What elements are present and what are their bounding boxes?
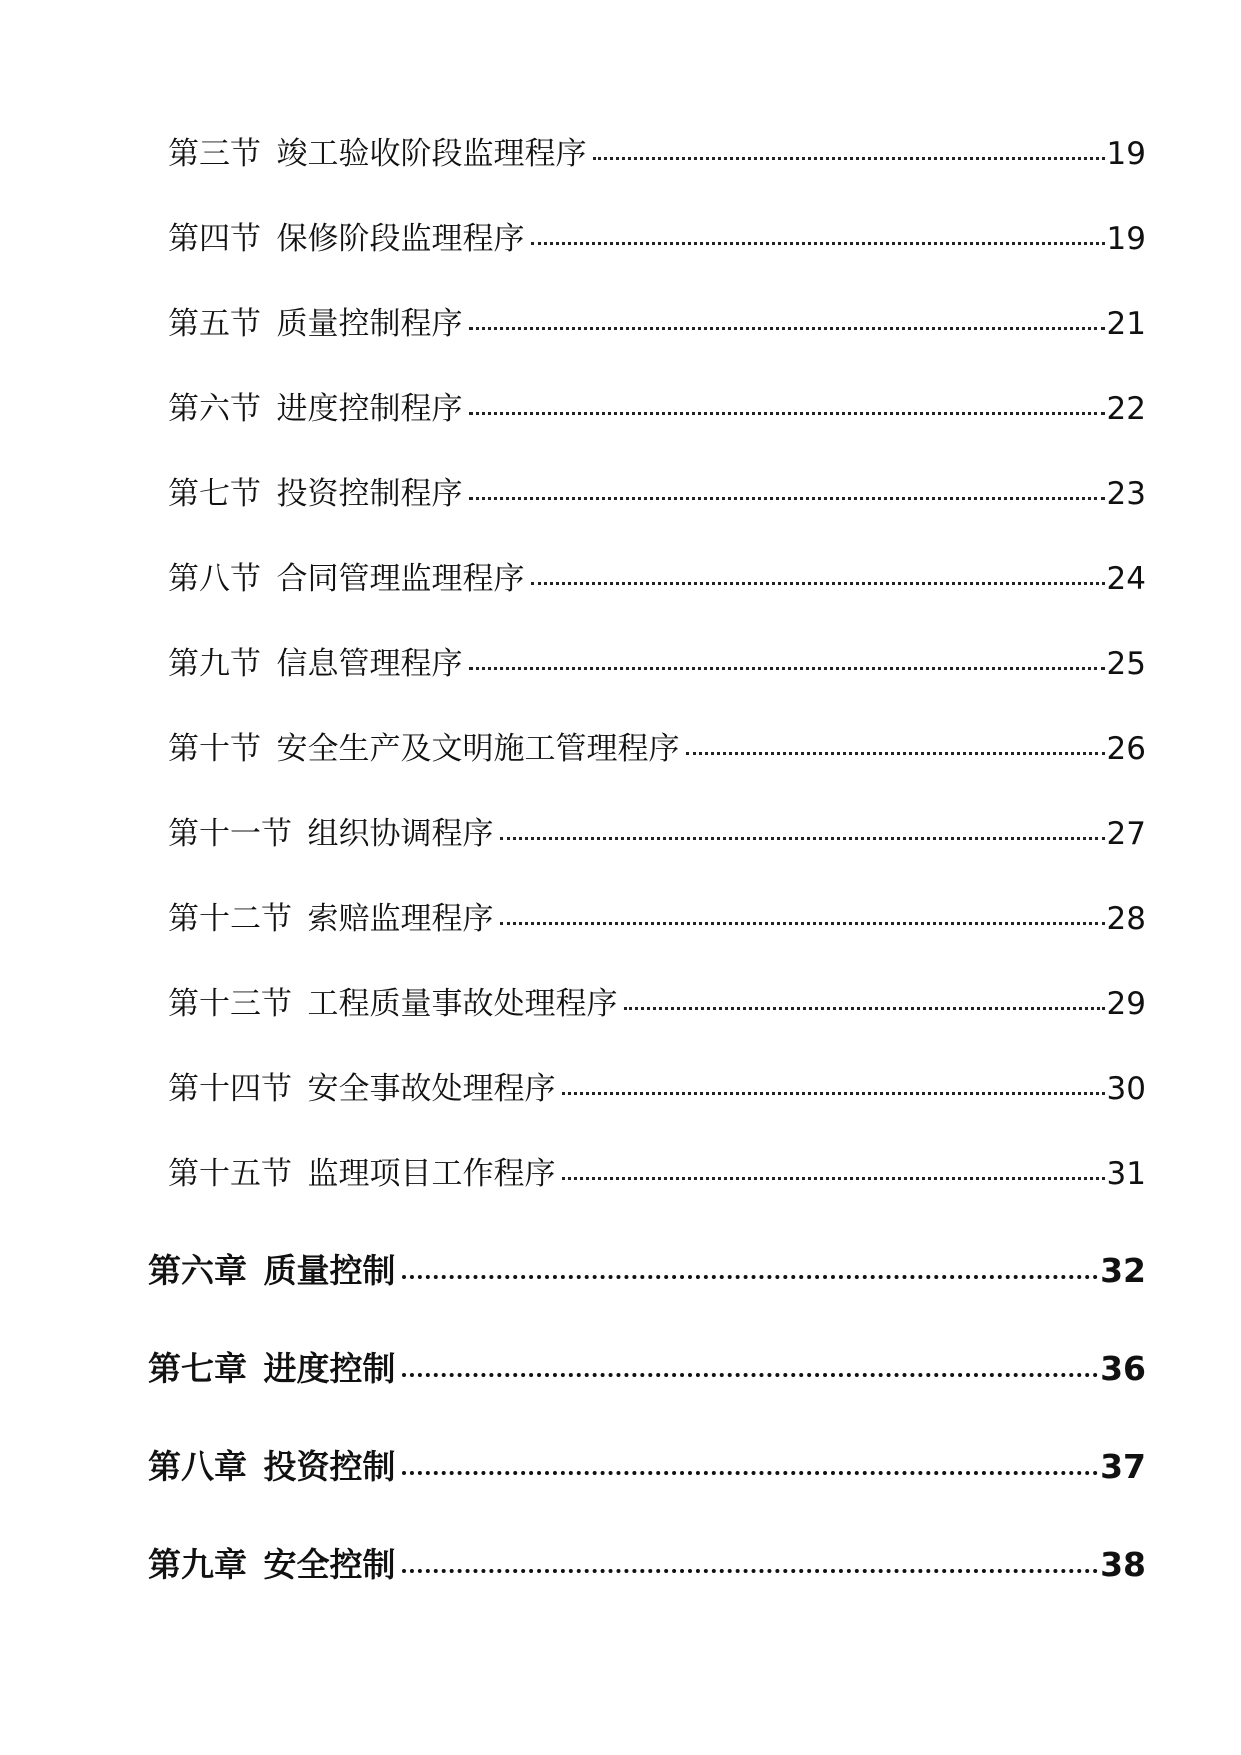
toc-entry-section[interactable] [168, 128, 1146, 173]
toc-entry-page: 26 [1106, 731, 1146, 767]
toc-entry-section[interactable] [168, 638, 1146, 683]
dot-leader [402, 1249, 1099, 1282]
dot-leader [469, 473, 1105, 504]
toc-entry-section[interactable] [168, 723, 1146, 768]
dot-leader [562, 1068, 1105, 1099]
toc-entry-section[interactable] [168, 298, 1146, 343]
toc-entry-page: 19 [1106, 136, 1146, 172]
toc-entry-number: 第十五节 [168, 1156, 292, 1192]
toc-entry-page: 38 [1100, 1545, 1146, 1584]
toc-entry-page: 22 [1106, 391, 1146, 427]
toc-entry-page: 19 [1106, 221, 1146, 257]
toc-entry-section[interactable] [168, 1063, 1146, 1108]
toc-entry-title: 质量控制程序 [276, 306, 463, 342]
toc-entry-section[interactable] [168, 553, 1146, 598]
dot-leader [469, 303, 1105, 334]
toc-entry-title: 保修阶段监理程序 [276, 221, 525, 257]
toc-entry-page: 25 [1106, 646, 1146, 682]
toc-entry-number: 第九章 [148, 1545, 247, 1584]
toc-entry-chapter[interactable] [148, 1343, 1146, 1390]
toc-entry-section[interactable] [168, 808, 1146, 853]
dot-leader [562, 1153, 1105, 1184]
dot-leader [686, 728, 1105, 759]
toc-entry-number: 第八章 [148, 1447, 247, 1486]
toc-entry-page: 32 [1100, 1251, 1146, 1290]
toc-entry-section[interactable] [168, 893, 1146, 938]
toc-entry-number: 第六章 [148, 1251, 247, 1290]
toc-entry-title: 投资控制程序 [276, 476, 463, 512]
dot-leader [402, 1347, 1099, 1380]
toc-entry-page: 21 [1106, 306, 1146, 342]
dot-leader [624, 983, 1105, 1014]
toc-entry-title: 工程质量事故处理程序 [307, 986, 618, 1022]
toc-entry-number: 第三节 [168, 136, 261, 172]
dot-leader [402, 1543, 1099, 1576]
dot-leader [500, 898, 1105, 929]
toc-entry-number: 第九节 [168, 646, 261, 682]
toc-entry-number: 第七节 [168, 476, 261, 512]
toc-entry-title: 合同管理监理程序 [276, 561, 525, 597]
toc-entry-title: 竣工验收阶段监理程序 [276, 136, 587, 172]
toc-entry-page: 30 [1106, 1071, 1146, 1107]
toc-entry-page: 28 [1106, 901, 1146, 937]
toc-entry-title: 信息管理程序 [276, 646, 463, 682]
toc-entry-number: 第十三节 [168, 986, 292, 1022]
toc-entry-number: 第十二节 [168, 901, 292, 937]
toc-entry-title: 监理项目工作程序 [307, 1156, 556, 1192]
dot-leader [531, 218, 1105, 249]
toc-entry-title: 投资控制 [263, 1447, 396, 1486]
toc-entry-page: 29 [1106, 986, 1146, 1022]
toc-entry-number: 第七章 [148, 1349, 247, 1388]
toc-entry-section[interactable] [168, 213, 1146, 258]
dot-leader [469, 643, 1105, 674]
toc-entry-number: 第六节 [168, 391, 261, 427]
toc-entry-title: 安全生产及文明施工管理程序 [276, 731, 680, 767]
toc-entry-page: 27 [1106, 816, 1146, 852]
toc-entry-chapter[interactable] [148, 1441, 1146, 1488]
dot-leader [593, 133, 1105, 164]
toc-entry-section[interactable] [168, 978, 1146, 1023]
toc-entry-chapter[interactable] [148, 1245, 1146, 1292]
toc-entry-title: 安全事故处理程序 [307, 1071, 556, 1107]
toc-entry-page: 36 [1100, 1349, 1146, 1388]
toc-entry-number: 第五节 [168, 306, 261, 342]
toc-entry-chapter[interactable] [148, 1539, 1146, 1586]
toc-entry-number: 第四节 [168, 221, 261, 257]
toc-entry-title: 质量控制 [263, 1251, 396, 1290]
dot-leader [531, 558, 1105, 589]
dot-leader [500, 813, 1105, 844]
dot-leader [402, 1445, 1099, 1478]
toc-entry-number: 第十四节 [168, 1071, 292, 1107]
toc-entry-title: 进度控制程序 [276, 391, 463, 427]
dot-leader [469, 388, 1105, 419]
toc-entry-page: 24 [1106, 561, 1146, 597]
toc-entry-number: 第十一节 [168, 816, 292, 852]
toc-entry-number: 第十节 [168, 731, 261, 767]
toc-entry-title: 安全控制 [263, 1545, 396, 1584]
toc-entry-section[interactable] [168, 1148, 1146, 1193]
toc-entry-title: 组织协调程序 [307, 816, 494, 852]
toc-entry-page: 37 [1100, 1447, 1146, 1486]
toc-entry-page: 23 [1106, 476, 1146, 512]
toc-entry-title: 进度控制 [263, 1349, 396, 1388]
toc-entry-title: 索赔监理程序 [307, 901, 494, 937]
toc-entry-number: 第八节 [168, 561, 261, 597]
toc-entry-section[interactable] [168, 468, 1146, 513]
toc-entry-page: 31 [1106, 1156, 1146, 1192]
toc-entry-section[interactable] [168, 383, 1146, 428]
